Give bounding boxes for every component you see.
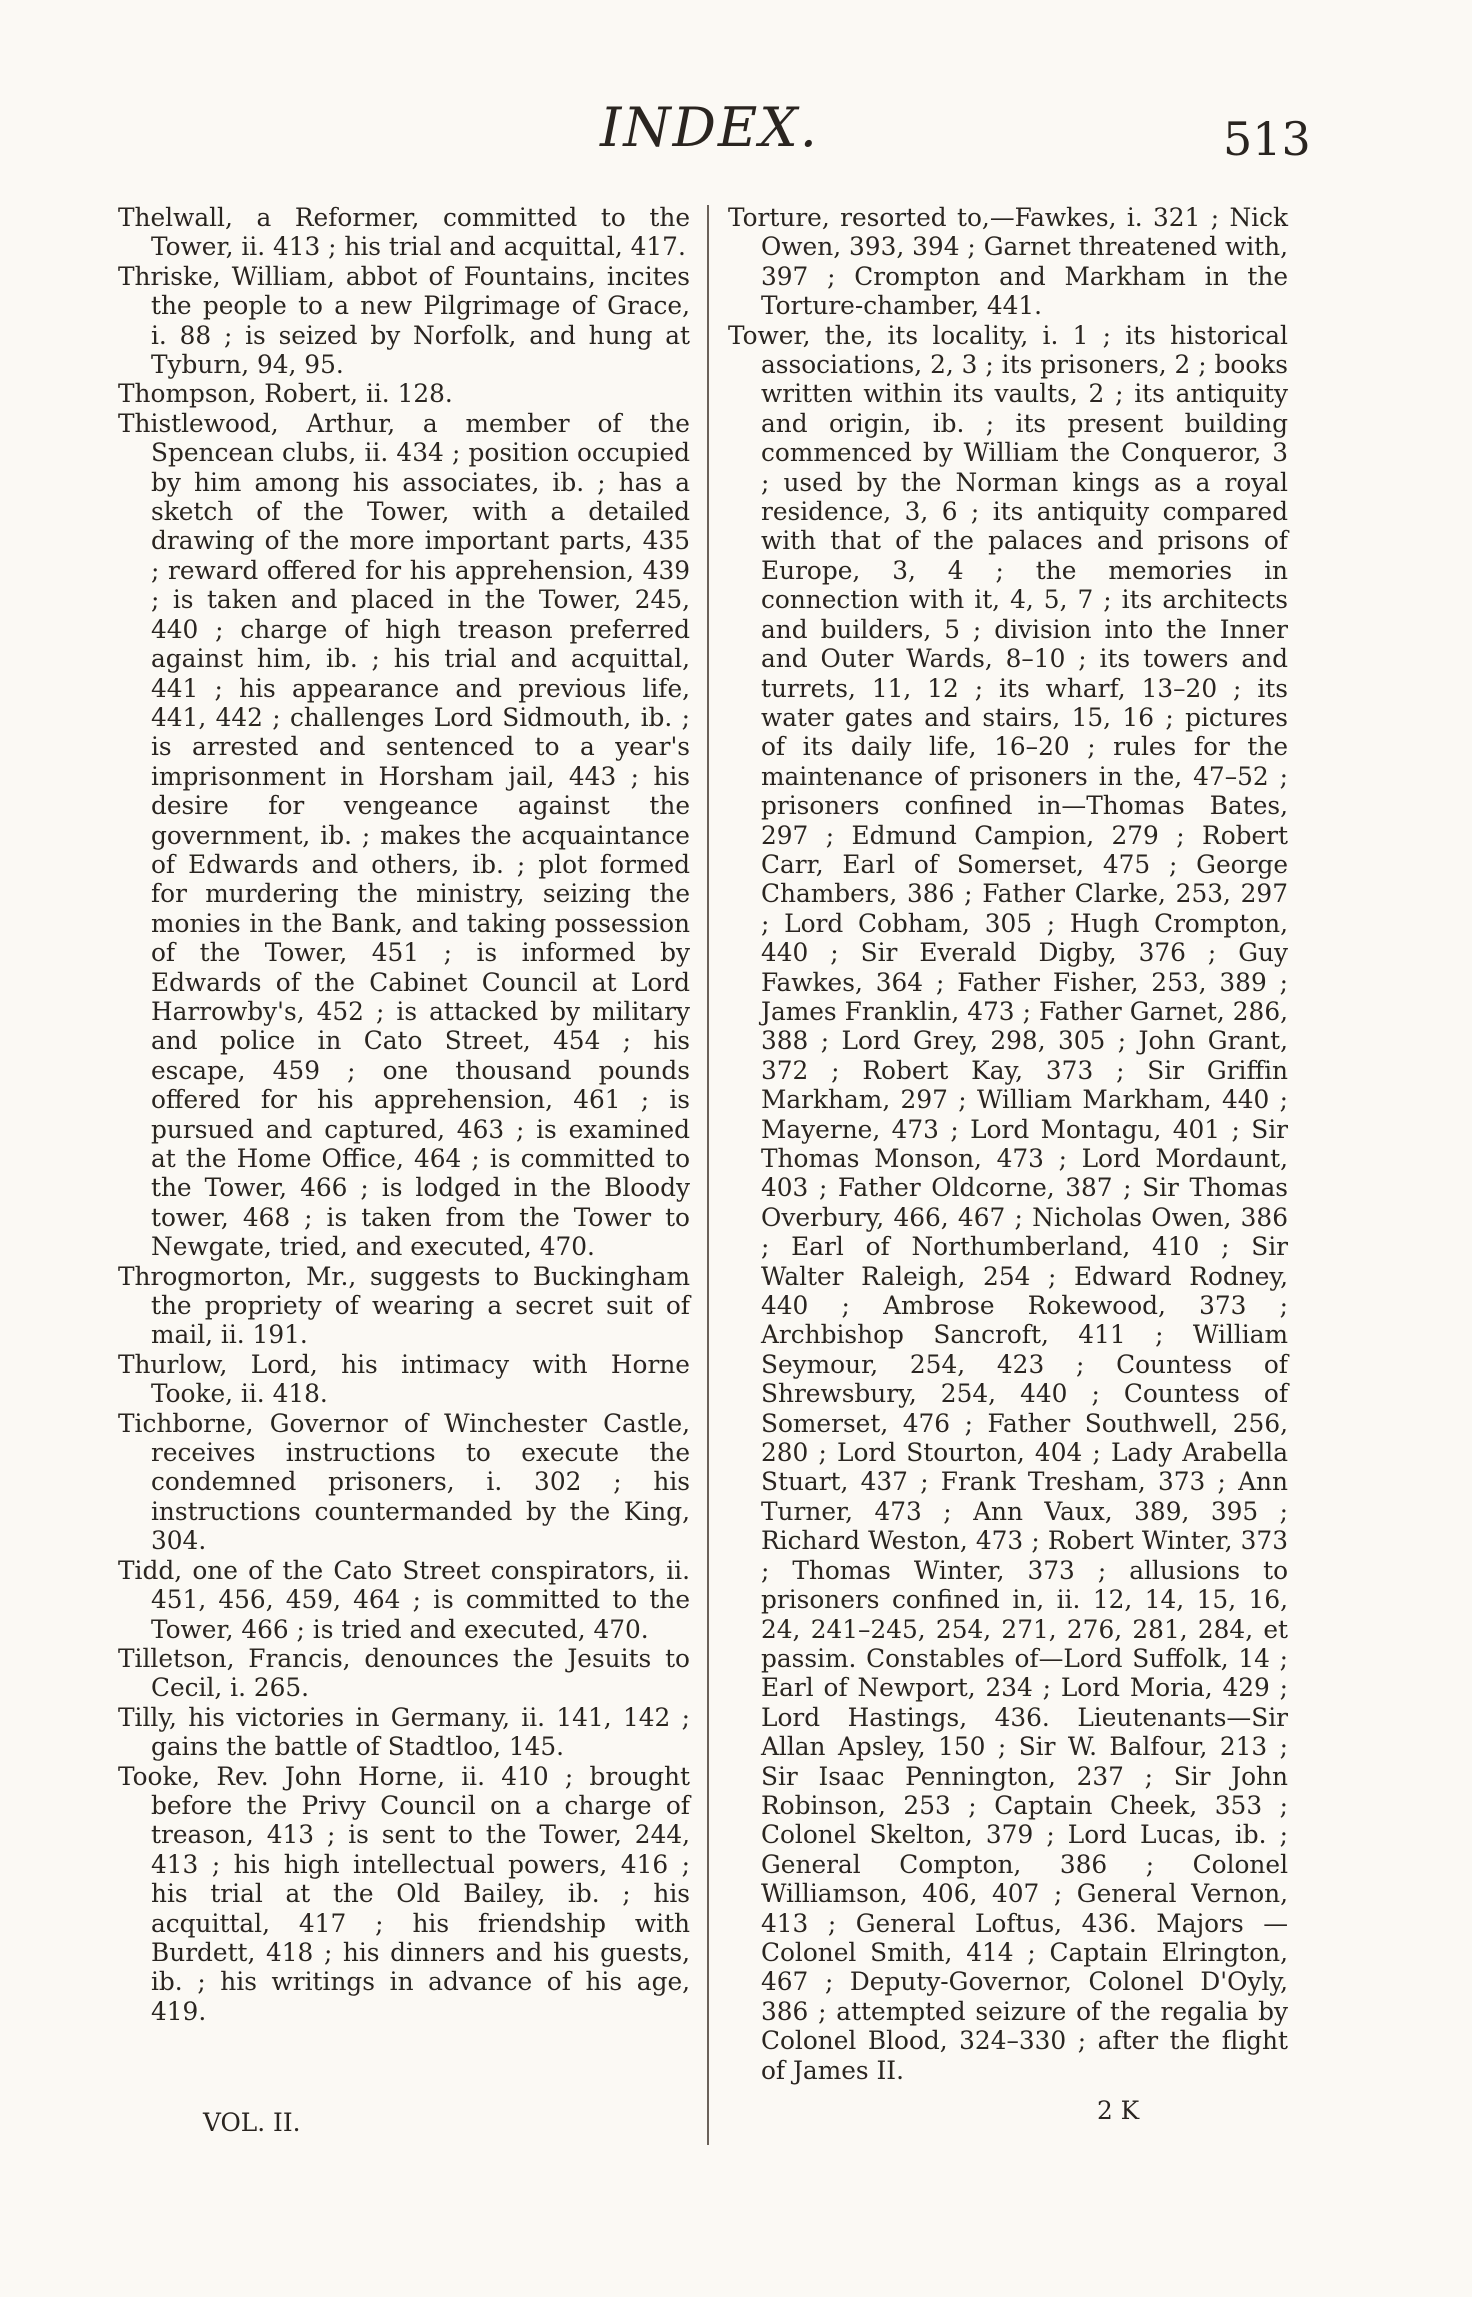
index-entry: Tilly, his victories in Germany, ii. 141, 142 ; gains the battle of Stadtloo, 145. [118,1702,690,1762]
index-entry: Thriske, William, abbot of Fountains, incites the people to a new Pilgrimage of Grace, i. 88 ; is seized by Norfolk, and hung at Tyburn, 94, 95. [118,261,690,380]
right-column [728,203,1288,2085]
index-entry: Tower, the, its locality, i. 1 ; its historical associations, 2, 3 ; its prisoners, 2 ; books written within its vaults, 2 ; its antiquity and origin, ib. ; its present building commenced by William the Conqueror, 3 ; used by the Norman kings as a royal residence, 3, 6 ; its antiquity compared with that of the palaces and prisons of Europe, 3, 4 ; the memories in connection with it, 4, 5, 7 ; its architects and builders, 5 ; division into the Inner and Outer Wards, 8–10 ; its towers and turrets, 11, 12 ; its wharf, 13–20 ; its water gates and stairs, 15, 16 ; pictures of its daily life, 16–20 ; rules for the maintenance of prisoners in the, 47–52 ; prisoners confined in—Thomas Bates, 297 ; Edmund Campion, 279 ; Robert Carr, Earl of Somerset, 475 ; George Chambers, 386 ; Father Clarke, 253, 297 ; Lord Cobham, 305 ; Hugh Crompton, 440 ; Sir Everald Digby, 376 ; Guy Fawkes, 364 ; Father Fisher, 253, 389 ; James Franklin, 473 ; Father Garnet, 286, 388 ; Lord Grey, 298, 305 ; John Grant, 372 ; Robert Kay, 373 ; Sir Griffin Markham, 297 ; William Markham, 440 ; Mayerne, 473 ; Lord Montagu, 401 ; Sir Thomas Monson, 473 ; Lord Mordaunt, 403 ; Father Oldcorne, 387 ; Sir Thomas Overbury, 466, 467 ; Nicholas Owen, 386 ; Earl of Northumberland, 410 ; Sir Walter Raleigh, 254 ; Edward Rodney, 440 ; Ambrose Rokewood, 373 ; Archbishop Sancroft, 411 ; William Seymour, 254, 423 ; Countess of Shrewsbury, 254, 440 ; Countess of Somerset, 476 ; Father Southwell, 256, 280 ; Lord Stourton, 404 ; Lady Arabella Stuart, 437 ; Frank Tresham, 373 ; Ann Turner, 473 ; Ann Vaux, 389, 395 ; Richard Weston, 473 ; Robert Winter, 373 ; Thomas Winter, 373 ; allusions to prisoners confined in, ii. 12, 14, 15, 16, 24, 241–245, 254, 271, 276, 281, 284, et passim. Constables of—Lord Suffolk, 14 ; Earl of Newport, 234 ; Lord Moria, 429 ; Lord Hastings, 436. Lieutenants—Sir Allan Apsley, 150 ; Sir W. Balfour, 213 ; Sir Isaac Pennington, 237 ; Sir John Robinson, 253 ; Captain Cheek, 353 ; Colonel Skelton, 379 ; Lord Lucas, ib. ; General Compton, 386 ; Colonel Williamson, 406, 407 ; General Vernon, 413 ; General Loftus, 436. Majors — Colonel Smith, 414 ; Captain Elrington, 467 ; Deputy-Governor, Colonel D'Oyly, 386 ; attempted seizure of the regalia by Colonel Blood, 324–330 ; after the flight of James II. [728,320,1288,2085]
page-header [0,96,1472,176]
signature-mark: 2 K [1097,2096,1140,2125]
index-entry: Tidd, one of the Cato Street conspirators, ii. 451, 456, 459, 464 ; is committed to the Tower, 466 ; is tried and executed, 470. [118,1555,690,1644]
column-divider [707,205,709,2145]
index-entry: Thurlow, Lord, his intimacy with Horne Tooke, ii. 418. [118,1349,690,1409]
volume-label: VOL. II. [203,2108,301,2137]
index-entry: Torture, resorted to,—Fawkes, i. 321 ; Nick Owen, 393, 394 ; Garnet threatened with, 397 ; Crompton and Markham in the Torture-chamber, 441. [728,203,1288,321]
index-entry: Tooke, Rev. John Horne, ii. 410 ; brought before the Privy Council on a charge of treason, 413 ; is sent to the Tower, 244, 413 ; his high intellectual powers, 416 ; his trial at the Old Bailey, ib. ; his acquittal, 417 ; his friendship with Burdett, 418 ; his dinners and his guests, ib. ; his writings in advance of his age, 419. [118,1761,690,2026]
running-title: INDEX. [600,96,819,159]
index-entry: Tilletson, Francis, denounces the Jesuits to Cecil, i. 265. [118,1643,690,1703]
index-entry: Thompson, Robert, ii. 128. [118,379,453,409]
page-number: 513 [1223,112,1311,166]
index-entry: Thelwall, a Reformer, committed to the Tower, ii. 413 ; his trial and acquittal, 417. [118,203,690,262]
index-entry: Thistlewood, Arthur, a member of the Spencean clubs, ii. 434 ; position occupied by him among his associates, ib. ; has a sketch of the Tower, with a detailed drawing of the more important parts, 435 ; reward offered for his apprehension, 439 ; is taken and placed in the Tower, 245, 440 ; charge of high treason preferred against him, ib. ; his trial and acquittal, 441 ; his appearance and previous life, 441, 442 ; challenges Lord Sidmouth, ib. ; is arrested and sentenced to a year's imprisonment in Horsham jail, 443 ; his desire for vengeance against the government, ib. ; makes the acquaintance of Edwards and others, ib. ; plot formed for murdering the ministry, seizing the monies in the Bank, and taking possession of the Tower, 451 ; is informed by Edwards of the Cabinet Council at Lord Harrowby's, 452 ; is attacked by military and police in Cato Street, 454 ; his escape, 459 ; one thousand pounds offered for his apprehension, 461 ; is pursued and captured, 463 ; is examined at the Home Office, 464 ; is committed to the Tower, 466 ; is lodged in the Bloody tower, 468 ; is taken from the Tower to Newgate, tried, and executed, 470. [118,408,690,1262]
left-column [118,203,690,2026]
index-entry: Throgmorton, Mr., suggests to Buckingham the propriety of wearing a secret suit of mail, ii. 191. [118,1261,690,1350]
index-entry: Tichborne, Governor of Winchester Castle, receives instructions to execute the condemned prisoners, i. 302 ; his instructions countermanded by the King, 304. [118,1408,690,1556]
